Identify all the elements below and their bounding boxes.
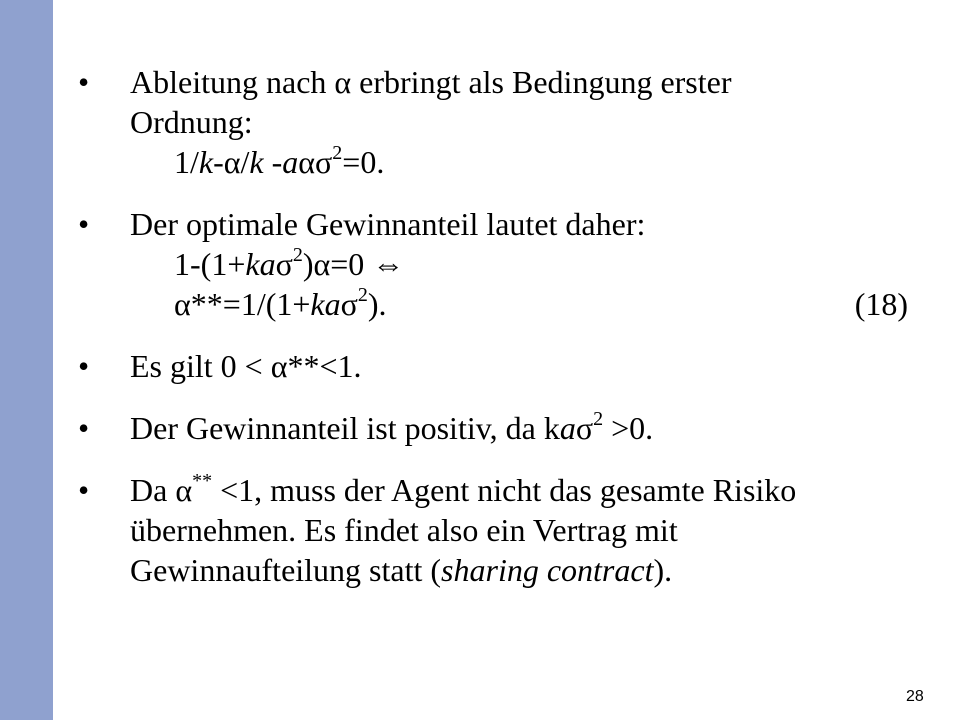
formula-part: ασ [298,144,333,180]
formula-exponent: 2 [593,408,604,431]
slide-number: 28 [906,688,924,705]
text-part: Der Gewinnanteil ist positiv, da k [130,410,560,446]
italic-term: sharing contract [441,552,654,588]
bullet-item-1 [78,62,938,182]
formula-part: ). [367,286,387,322]
text-part: ). [653,552,673,588]
bullet-5-line-3 [130,550,938,590]
bullet-item-3 [78,346,938,386]
bullet-dot: • [78,472,90,508]
formula-part: -α/ [213,144,250,180]
formula-exponent: 2 [292,244,303,267]
formula-optimal-share [130,284,938,324]
formula-part: 1-(1+ [174,246,246,282]
formula-part: - [263,144,283,180]
formula-optimal-share-condition [130,244,938,284]
formula-var: ka [310,286,341,322]
formula-part: )α=0 ⇔ [302,246,405,282]
formula-part: σ [575,410,594,446]
formula-part: =0. [342,144,385,180]
bullet-item-4 [78,408,938,448]
bullet-5-line-1 [130,470,938,510]
text-part: Da α [130,472,193,508]
bullet-dot: • [78,206,90,242]
bullet-dot: • [78,64,90,100]
slide-content [53,0,960,720]
bullet-5-line-2: übernehmen. Es findet also ein Vertrag mit [130,512,678,548]
bullet-1-line-2: Ordnung: [130,104,253,140]
formula-part: α**=1/(1+ [174,286,311,322]
formula-part: >0. [603,410,654,446]
bullet-2-line-1: Der optimale Gewinnanteil lautet daher: [130,206,646,242]
formula-exponent: 2 [332,142,343,165]
bullet-item-5 [78,470,938,590]
formula-var: a [282,144,299,180]
bullet-list [78,62,938,590]
formula-part: 1/ [174,144,199,180]
formula-exponent: ** [192,470,213,493]
formula-var: k [249,144,264,180]
formula-part: σ [340,286,358,322]
text-part: <1, muss der Agent nicht das gesamte Risiko [212,472,797,508]
sidebar-accent-bar [0,0,53,720]
text-part: Gewinnaufteilung statt ( [130,552,442,588]
bullet-3-text: Es gilt 0 < α**<1. [130,348,362,384]
formula-first-order-condition [130,142,938,182]
formula-var: a [559,410,576,446]
formula-var: k [198,144,214,180]
formula-var: ka [245,246,276,282]
formula-part: σ [275,246,293,282]
formula-exponent: 2 [357,284,368,307]
bullet-dot: • [78,410,90,446]
equation-number: (18) [854,286,908,322]
bullet-1-line-1: Ableitung nach α erbringt als Bedingung erster [130,64,732,100]
bullet-item-2 [78,204,938,324]
bullet-dot: • [78,348,90,384]
bullet-4-text [130,408,938,448]
